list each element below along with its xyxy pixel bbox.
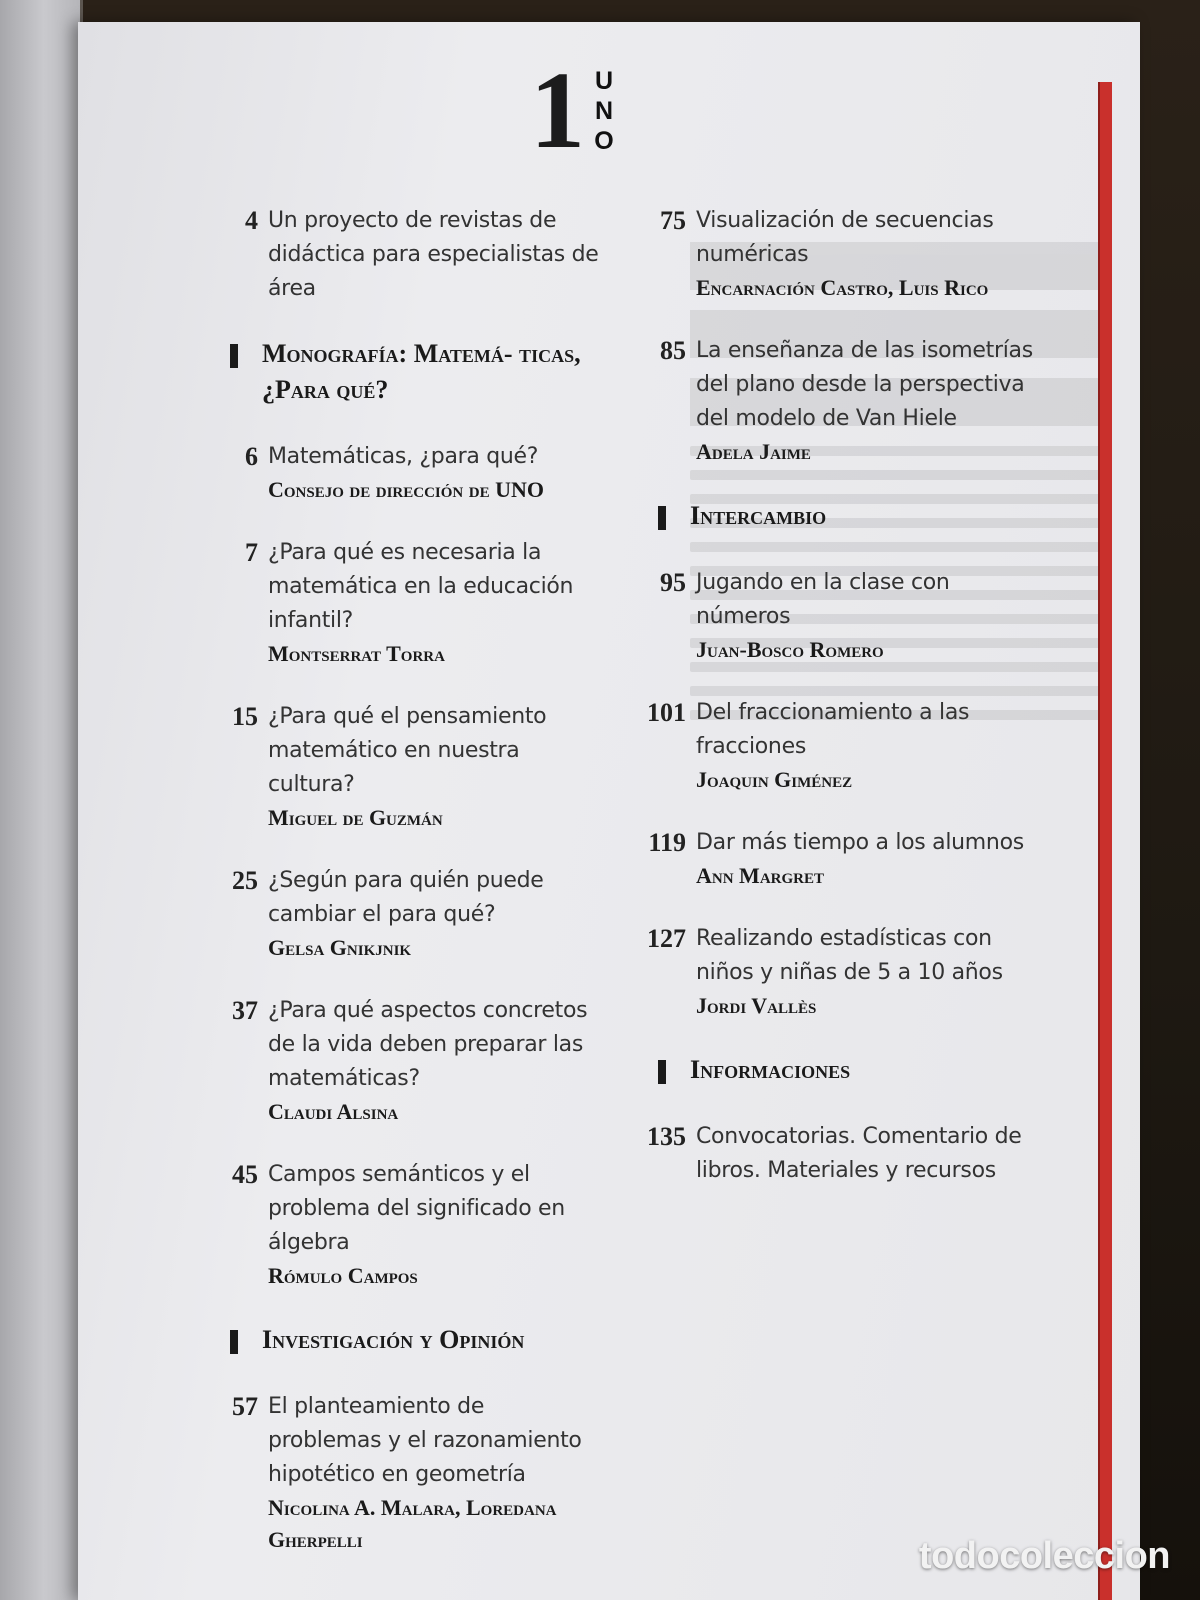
section-heading — [200, 336, 600, 408]
toc-entry — [628, 696, 1048, 796]
section-heading — [628, 1052, 1048, 1088]
entry-title: Del fraccionamiento a las fracciones — [696, 700, 970, 759]
page-number: 45 — [232, 1160, 258, 1189]
entry-author: Rómulo Campos — [268, 1263, 418, 1288]
toc-entry — [628, 922, 1048, 1022]
page-number: 57 — [232, 1392, 258, 1421]
toc-entry — [200, 440, 600, 506]
watermark: todocoleccion — [918, 1535, 1170, 1577]
page-number: 4 — [245, 206, 258, 235]
toc-entry — [628, 566, 1048, 666]
section-marker-icon — [230, 1330, 238, 1354]
toc-right-column — [628, 204, 1048, 1218]
logo-letter: O — [594, 127, 614, 155]
entry-title: La enseñanza de las isometrías del plano desde la perspectiva del modelo de Van Hiele — [696, 338, 1033, 431]
entry-title: Jugando en la clase con números — [696, 570, 950, 629]
toc-entry — [628, 826, 1048, 892]
page-number: 135 — [647, 1122, 686, 1151]
page-number: 95 — [660, 568, 686, 597]
section-label: Intercambio — [690, 501, 827, 530]
toc-entry — [628, 204, 1048, 304]
entry-title: Campos semánticos y el problema del significado en álgebra — [268, 1162, 565, 1255]
left-page-edge — [0, 0, 83, 1600]
entry-author: Joaquin Giménez — [696, 767, 853, 792]
page-number: 7 — [245, 538, 258, 567]
entry-title: Un proyecto de revistas de didáctica para especialistas de área — [268, 208, 599, 301]
entry-title: Dar más tiempo a los alumnos — [696, 830, 1024, 855]
logo-letter: N — [594, 97, 614, 125]
page-number: 25 — [232, 866, 258, 895]
toc-entry — [200, 1158, 600, 1292]
entry-title: Realizando estadísticas con niños y niñas de 5 a 10 años — [696, 926, 1003, 985]
page-number: 119 — [648, 828, 686, 857]
page-number: 101 — [647, 698, 686, 727]
logo-letters — [592, 66, 616, 156]
page-number: 127 — [647, 924, 686, 953]
entry-author: Claudi Alsina — [268, 1099, 399, 1124]
entry-author: Juan-Bosco Romero — [696, 637, 884, 662]
entry-title: Convocatorias. Comentario de libros. Materiales y recursos — [696, 1124, 1022, 1183]
toc-entry — [200, 700, 600, 834]
toc-entry — [200, 864, 600, 964]
page-number: 85 — [660, 336, 686, 365]
page-number: 15 — [232, 702, 258, 731]
entry-author: Jordi Vallès — [696, 993, 817, 1018]
entry-author: Nicolina A. Malara, Loredana Gherpelli — [268, 1495, 557, 1552]
toc-entry — [200, 994, 600, 1128]
toc-entry — [200, 204, 600, 306]
page-number: 75 — [660, 206, 686, 235]
section-label: Monografía: Matemá- ticas, ¿Para qué? — [262, 339, 581, 404]
entry-title: ¿Para qué el pensamiento matemático en nuestra cultura? — [268, 704, 547, 797]
entry-title: Visualización de secuencias numéricas — [696, 208, 994, 267]
toc-entry — [628, 334, 1048, 468]
toc-entry — [628, 1120, 1048, 1188]
section-marker-icon — [658, 506, 666, 530]
section-marker-icon — [658, 1060, 666, 1084]
toc-entry — [200, 1390, 600, 1556]
entry-author: Encarnación Castro, Luis Rico — [696, 275, 989, 300]
section-label: Informaciones — [690, 1055, 851, 1084]
entry-author: Miguel de Guzmán — [268, 805, 443, 830]
entry-author: Adela Jaime — [696, 439, 811, 464]
logo-letter: U — [594, 67, 614, 95]
entry-title: ¿Según para quién puede cambiar el para qué? — [268, 868, 544, 927]
page-number: 6 — [245, 442, 258, 471]
entry-author: Ann Margret — [696, 863, 824, 888]
entry-title: El planteamiento de problemas y el razonamiento hipotético en geometría — [268, 1394, 582, 1487]
entry-author: Consejo de dirección de UNO — [268, 477, 544, 502]
entry-title: Matemáticas, ¿para qué? — [268, 444, 539, 469]
uno-logo — [530, 49, 620, 171]
section-marker-icon — [230, 344, 238, 368]
entry-title: ¿Para qué es necesaria la matemática en la educación infantil? — [268, 540, 574, 633]
entry-author: Montserrat Torra — [268, 641, 445, 666]
section-label: Investigación y Opinión — [262, 1325, 525, 1354]
red-page-edge — [1098, 82, 1112, 1600]
entry-author: Gelsa Gnikjnik — [268, 935, 412, 960]
logo-numeral: 1 — [530, 49, 585, 171]
entry-title: ¿Para qué aspectos concretos de la vida deben preparar las matemáticas? — [268, 998, 588, 1091]
section-heading — [628, 498, 1048, 534]
page-number: 37 — [232, 996, 258, 1025]
section-heading — [200, 1322, 600, 1358]
toc-left-column — [200, 204, 600, 1586]
toc-entry — [200, 536, 600, 670]
